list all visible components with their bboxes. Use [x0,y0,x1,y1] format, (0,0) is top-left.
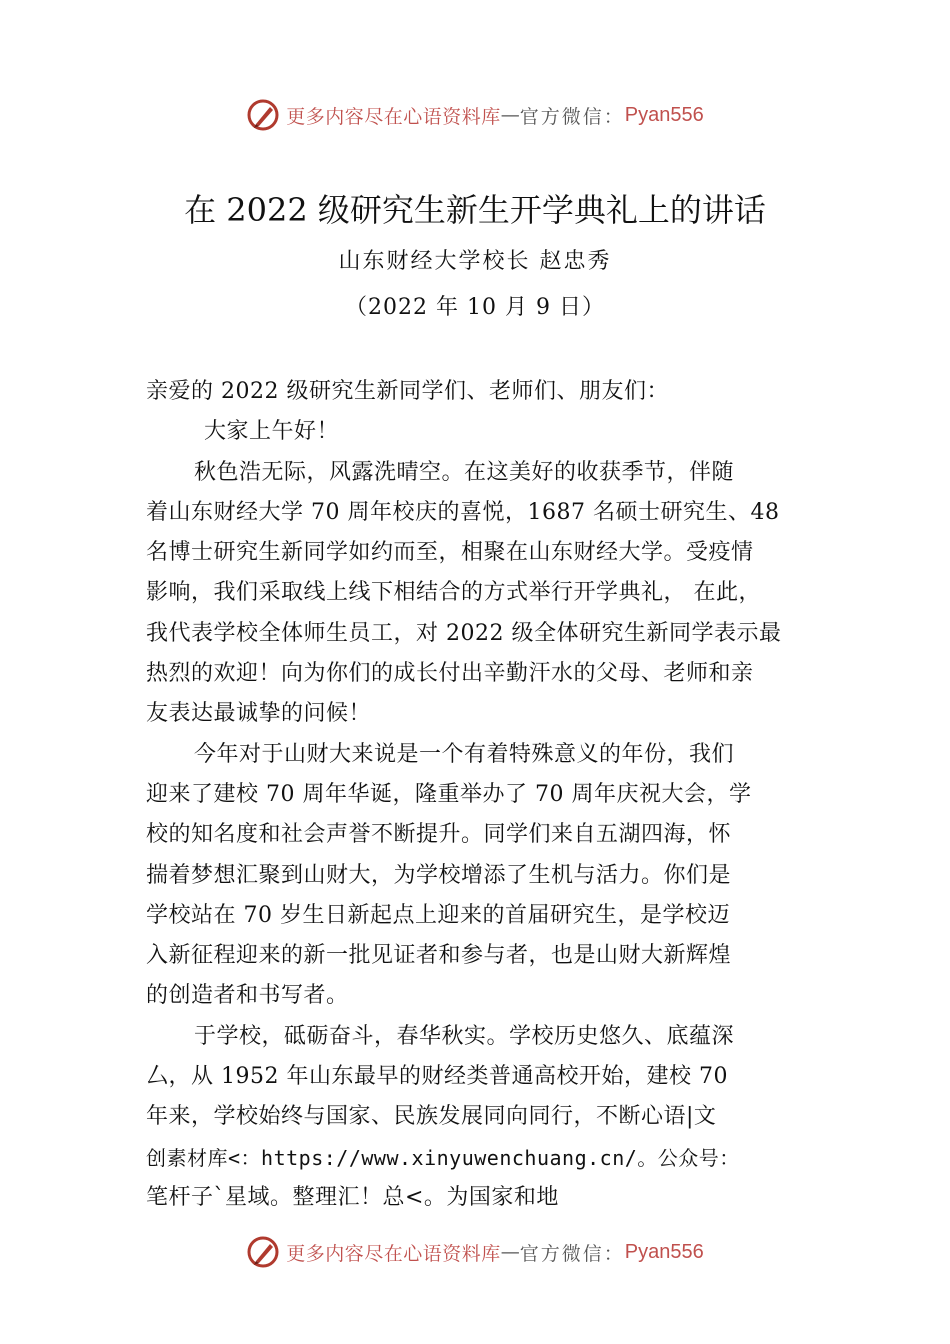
paragraph-line: 热烈的欢迎！向为你们的成长付出辛勤汗水的父母、老师和亲 [146,661,754,687]
paragraph-line: 揣着梦想汇聚到山财大，为学校增添了生机与活力。你们是 [146,862,732,888]
paragraph-line: 的创造者和书写者。 [146,983,349,1009]
watermark-line: 笔杆子`星域。整理汇！总<。为国家和地 [146,1184,559,1210]
banner-wechat-label: 官方微信： [519,1242,625,1265]
paragraph-line: 名博士研究生新同学如约而至，相聚在山东财经大学。受疫情 [146,540,754,566]
document-title: 在 2022 级研究生新生开学典礼上的讲话 [184,191,766,229]
salutation: 大家上午好！ [204,419,340,445]
document-body [146,372,836,1218]
paragraph-line: 入新征程迎来的新一批见证者和参与者，也是山财大新辉煌 [146,943,732,969]
paragraph-line: 友表达最诚挚的问候！ [146,701,372,727]
document-date: （2022 年 10 月 9 日） [345,295,605,320]
paragraph-line: 我代表学校全体师生员工，对 2022 级全体研究生新同学表示最 [146,620,782,646]
banner-separator: — [500,1241,520,1263]
paragraph-line: 影响，我们采取线上线下相结合的方式举行开学典礼， 在此， [146,580,761,606]
paragraph-line: 校的知名度和社会声誉不断提升。同学们来自五湖四海，怀 [146,822,732,848]
paragraph-line: 于学校，砥砺奋斗，春华秋实。学校历史悠久、底蕴深 [194,1023,735,1049]
banner-site-name: 更多内容尽在心语资料库 [286,1242,501,1265]
watermark-line: 创素材库<：https://www.xinyuwenchuang.cn/。公众号： [146,1145,740,1170]
document-author: 山东财经大学校长 赵忠秀 [338,249,612,274]
pen-logo-icon [246,1235,280,1269]
watermark-banner-bottom [0,1232,950,1272]
pen-logo-icon [246,98,280,132]
paragraph-line: 厶，从 1952 年山东最早的财经类普通高校开始，建校 70 [146,1064,728,1090]
banner-wechat-id: Pyan556 [624,103,704,126]
banner-wechat-label: 官方微信： [519,105,625,128]
banner-site-name: 更多内容尽在心语资料库 [286,105,501,128]
paragraph-line: 今年对于山财大来说是一个有着特殊意义的年份，我们 [194,741,735,767]
paragraph-line: 学校站在 70 岁生日新起点上迎来的首届研究生，是学校迈 [146,902,730,928]
paragraph-line: 年来，学校始终与国家、民族发展同向同行，不断心语|文 [146,1104,717,1130]
banner-separator: — [500,104,520,126]
paragraph-line: 着山东财经大学 70 周年校庆的喜悦，1687 名硕士研究生、48 [146,499,780,525]
paragraph-line: 秋色浩无际，风露洗晴空。在这美好的收获季节，伴随 [194,459,735,485]
greeting: 亲爱的 2022 级研究生新同学们、老师们、朋友们： [146,379,669,404]
watermark-banner-top [0,95,950,135]
banner-wechat-id: Pyan556 [624,1240,704,1263]
paragraph-line: 迎来了建校 70 周年华诞，隆重举办了 70 周年庆祝大会，学 [146,781,752,807]
